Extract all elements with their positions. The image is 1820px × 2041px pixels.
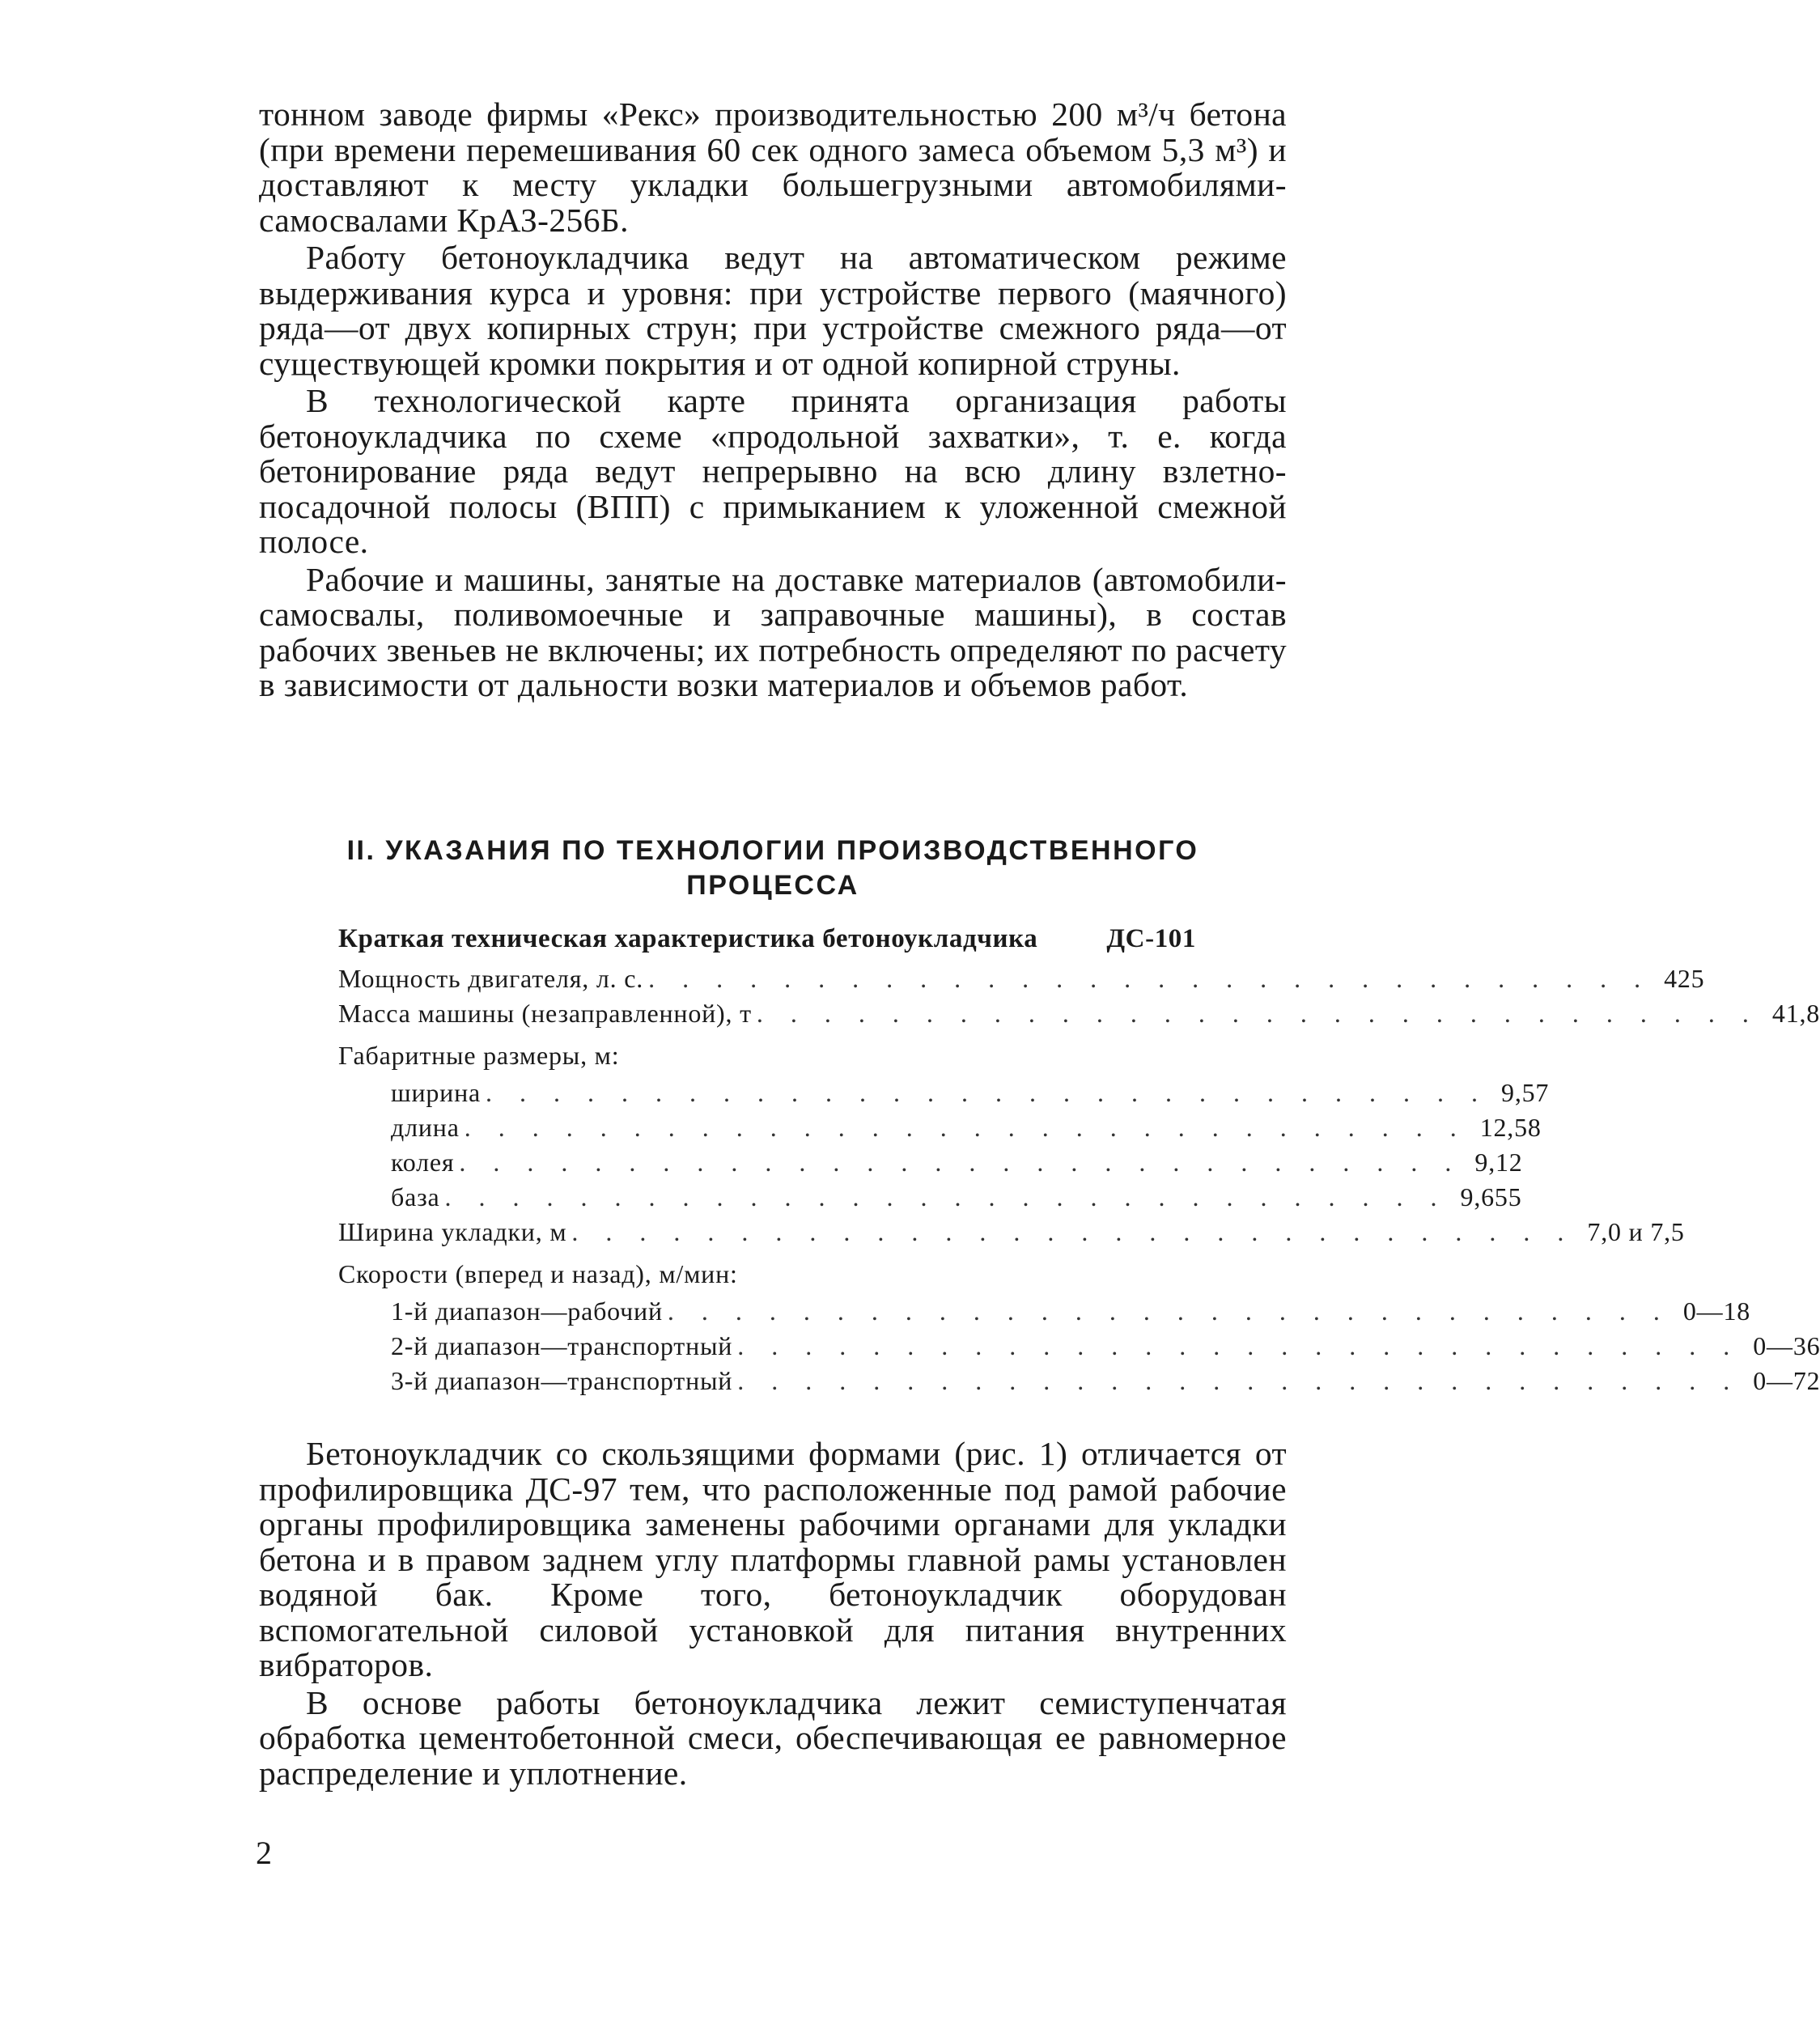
spec-label: 2-й диапазон—транспортный xyxy=(391,1331,733,1360)
spec-table-title xyxy=(338,923,1196,955)
spec-row xyxy=(338,1329,1820,1364)
spec-label: ширина xyxy=(391,1078,482,1107)
spec-value: 41,8 xyxy=(1771,999,1820,1028)
spec-row xyxy=(338,996,1820,1031)
spec-label: колея xyxy=(391,1148,455,1177)
paragraph: тонном заводе фирмы «Рекс» производительностью 200 м³/ч бетона (при времени перемешивания 60 сек одного замеса объемом 5,3 м³) и доставляют к месту укладки большегрузными автомобилями-самосвалами КрАЗ-256Б. xyxy=(259,95,1287,239)
spec-value: 12,58 xyxy=(1479,1113,1542,1142)
spec-label: Габаритные размеры, м: xyxy=(338,1041,620,1070)
spec-label: Масса машины (незаправленной), т xyxy=(338,999,752,1028)
spec-value: 425 xyxy=(1664,964,1705,993)
leader-dots: . . . . . . . . . . . . . . . . . . . . . . . . . . . . . . xyxy=(756,999,1759,1028)
leader-dots: . . . . . . . . . . . . . . . . . . . . . . . . . . . . . . xyxy=(486,1078,1489,1107)
spec-group-heading xyxy=(338,1031,1196,1076)
body-text-top xyxy=(259,97,1287,703)
leader-dots: . . . . . . . . . . . . . . . . . . . . . . . . . . . . . . xyxy=(667,1296,1670,1326)
body-text-bottom xyxy=(259,1436,1287,1791)
spec-label: 1-й диапазон—рабочий xyxy=(391,1296,663,1326)
spec-row xyxy=(338,1076,1550,1110)
spec-group-heading xyxy=(338,1250,1196,1294)
paragraph: Рабочие и машины, занятые на доставке материалов (автомобили-самосвалы, поливомоечные и заправочные машины), в состав рабочих звеньев не включены; их потребность определяют по расчету в зависимости от дальности возки материалов и объемов работ. xyxy=(259,560,1287,703)
spec-value: 0—72 xyxy=(1753,1366,1820,1395)
leader-dots: . . . . . . . . . . . . . . . . . . . . . . . . . . . . . . xyxy=(648,964,1652,993)
spec-label: 3-й диапазон—транспортный xyxy=(391,1366,733,1395)
spec-label: Мощность двигателя, л. с. xyxy=(338,964,644,993)
spec-row xyxy=(338,1364,1820,1398)
page-number: 2 xyxy=(256,1835,272,1871)
paragraph: Бетоноукладчик со скользящими формами (рис. 1) отличается от профилировщика ДС-97 тем, что расположенные под рамой рабочие органы профилировщика заменены рабочими органами для укладки бетона и в правом заднем углу платформы главной рамы установлен водяной бак. Кроме того, бетоноукладчик оборудован вспомогательной силовой установкой для питания внутренних вибраторов. xyxy=(259,1435,1287,1683)
section-heading: II. УКАЗАНИЯ ПО ТЕХНОЛОГИИ ПРОИЗВОДСТВЕННОГО ПРОЦЕССА xyxy=(346,835,1199,901)
spec-label: Ширина укладки, м xyxy=(338,1217,567,1246)
leader-dots: . . . . . . . . . . . . . . . . . . . . . . . . . . . . . . xyxy=(737,1366,1741,1395)
spec-row xyxy=(338,1180,1522,1215)
spec-row xyxy=(338,1145,1523,1180)
spec-value: 7,0 и 7,5 xyxy=(1587,1217,1685,1246)
leader-dots: . . . . . . . . . . . . . . . . . . . . . . . . . . . . . . xyxy=(459,1148,1462,1177)
spec-row xyxy=(338,1110,1542,1145)
paragraph: В основе работы бетоноукладчика лежит семиступенчатая обработка цементобетонной смеси, обеспечивающая ее равномерное распределение и уплотнение. xyxy=(259,1683,1287,1792)
spec-row xyxy=(338,1294,1751,1329)
spec-row xyxy=(338,961,1705,996)
spec-label: длина xyxy=(391,1113,460,1142)
spec-value: 9,57 xyxy=(1501,1078,1550,1107)
leader-dots: . . . . . . . . . . . . . . . . . . . . . . . . . . . . . . xyxy=(444,1182,1448,1211)
spec-table xyxy=(338,961,1820,1398)
spec-row xyxy=(338,1215,1685,1250)
paragraph: Работу бетоноукладчика ведут на автоматическом режиме выдерживания курса и уровня: при устройстве первого (маячного) ряда—от двух копирных струн; при устройстве смежного ряда—от существующей кромки покрытия и от одной копирной струны. xyxy=(259,239,1287,382)
spec-value: 9,655 xyxy=(1460,1182,1522,1211)
spec-title-text: Краткая техническая характеристика бетоноукладчика xyxy=(338,924,1038,953)
spec-label: Скорости (вперед и назад), м/мин: xyxy=(338,1259,738,1288)
spec-model: ДС-101 xyxy=(1106,924,1196,953)
leader-dots: . . . . . . . . . . . . . . . . . . . . . . . . . . . . . . xyxy=(464,1113,1467,1142)
paragraph: В технологической карте принята организация работы бетоноукладчика по схеме «продольной захватки», т. е. когда бетонирование ряда ведут непрерывно на всю длину взлетно-посадочной полосы (ВПП) с примыканием к уложенной смежной полосе. xyxy=(259,382,1287,560)
spec-value: 9,12 xyxy=(1474,1148,1523,1177)
leader-dots: . . . . . . . . . . . . . . . . . . . . . . . . . . . . . . xyxy=(571,1217,1575,1246)
spec-value: 0—36 xyxy=(1753,1331,1820,1360)
spec-value: 0—18 xyxy=(1682,1296,1751,1326)
leader-dots: . . . . . . . . . . . . . . . . . . . . . . . . . . . . . . xyxy=(737,1331,1741,1360)
spec-label: база xyxy=(391,1182,440,1211)
